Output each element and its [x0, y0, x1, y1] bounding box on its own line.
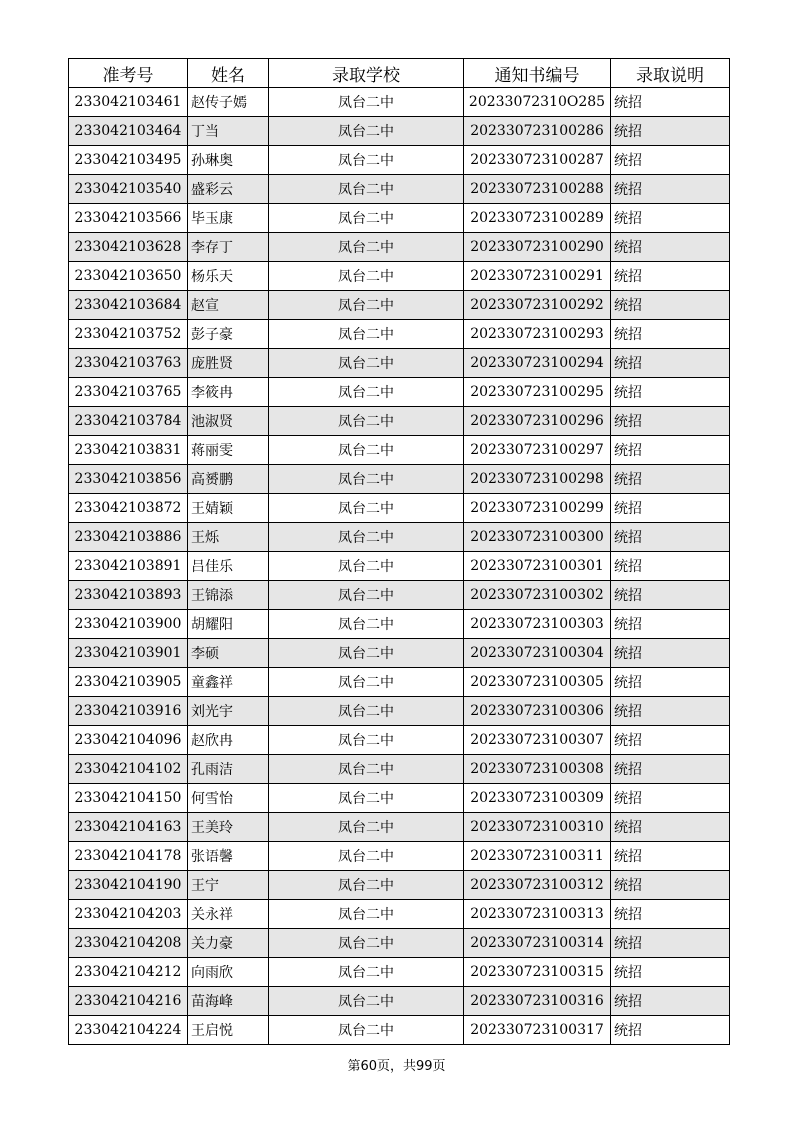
cell-admission-note: 统招: [611, 378, 730, 407]
cell-admission-note: 统招: [611, 726, 730, 755]
cell-name: 胡耀阳: [188, 610, 269, 639]
table-row: [69, 349, 730, 378]
cell-admitted-school: 凤台二中: [269, 494, 464, 523]
cell-admitted-school: 凤台二中: [269, 465, 464, 494]
cell-name: 孙琳奥: [188, 146, 269, 175]
cell-exam-number: 233042103916: [69, 697, 188, 726]
cell-name: 丁当: [188, 117, 269, 146]
cell-exam-number: 233042103752: [69, 320, 188, 349]
cell-exam-number: 233042103650: [69, 262, 188, 291]
cell-exam-number: 233042103784: [69, 407, 188, 436]
cell-exam-number: 233042104216: [69, 987, 188, 1016]
cell-exam-number: 233042103872: [69, 494, 188, 523]
cell-admitted-school: 凤台二中: [269, 755, 464, 784]
cell-notice-number: 202330723100301: [464, 552, 611, 581]
cell-notice-number: 202330723100288: [464, 175, 611, 204]
cell-name: 王锦添: [188, 581, 269, 610]
cell-exam-number: 233042104096: [69, 726, 188, 755]
cell-notice-number: 202330723100313: [464, 900, 611, 929]
cell-notice-number: 202330723100300: [464, 523, 611, 552]
cell-exam-number: 233042104163: [69, 813, 188, 842]
table-row: [69, 958, 730, 987]
cell-notice-number: 202330723100317: [464, 1016, 611, 1045]
table-row: [69, 291, 730, 320]
cell-admitted-school: 凤台二中: [269, 697, 464, 726]
cell-admitted-school: 凤台二中: [269, 987, 464, 1016]
cell-admitted-school: 凤台二中: [269, 117, 464, 146]
table-row: [69, 755, 730, 784]
cell-notice-number: 202330723100299: [464, 494, 611, 523]
admission-table-container: [68, 58, 729, 1045]
table-row: [69, 697, 730, 726]
cell-notice-number: 202330723100315: [464, 958, 611, 987]
cell-name: 高赟鹏: [188, 465, 269, 494]
table-row: [69, 233, 730, 262]
cell-admitted-school: 凤台二中: [269, 407, 464, 436]
header-name: 姓名: [188, 59, 269, 88]
cell-admission-note: 统招: [611, 407, 730, 436]
cell-notice-number: 202330723100307: [464, 726, 611, 755]
cell-exam-number: 233042103901: [69, 639, 188, 668]
table-row: [69, 146, 730, 175]
cell-admission-note: 统招: [611, 175, 730, 204]
cell-notice-number: 202330723100292: [464, 291, 611, 320]
cell-admission-note: 统招: [611, 349, 730, 378]
cell-admission-note: 统招: [611, 233, 730, 262]
page-footer: 第60页，共99页: [347, 1059, 446, 1074]
table-row: [69, 175, 730, 204]
cell-admission-note: 统招: [611, 784, 730, 813]
table-row: [69, 581, 730, 610]
table-row: [69, 1016, 730, 1045]
cell-admission-note: 统招: [611, 291, 730, 320]
cell-exam-number: 233042103900: [69, 610, 188, 639]
cell-name: 毕玉康: [188, 204, 269, 233]
table-row: [69, 552, 730, 581]
table-row: [69, 610, 730, 639]
cell-exam-number: 233042103464: [69, 117, 188, 146]
cell-name: 赵传子嫣: [188, 88, 269, 117]
cell-exam-number: 233042103893: [69, 581, 188, 610]
cell-name: 刘光宇: [188, 697, 269, 726]
cell-admission-note: 统招: [611, 929, 730, 958]
cell-notice-number: 202330723100286: [464, 117, 611, 146]
table-row: [69, 320, 730, 349]
cell-admitted-school: 凤台二中: [269, 146, 464, 175]
cell-admission-note: 统招: [611, 88, 730, 117]
cell-exam-number: 233042103891: [69, 552, 188, 581]
cell-exam-number: 233042103540: [69, 175, 188, 204]
cell-admitted-school: 凤台二中: [269, 291, 464, 320]
table-row: [69, 436, 730, 465]
table-row: [69, 639, 730, 668]
cell-admitted-school: 凤台二中: [269, 320, 464, 349]
cell-admitted-school: 凤台二中: [269, 204, 464, 233]
cell-admission-note: 统招: [611, 117, 730, 146]
cell-admission-note: 统招: [611, 494, 730, 523]
cell-admitted-school: 凤台二中: [269, 813, 464, 842]
cell-admission-note: 统招: [611, 813, 730, 842]
cell-name: 盛彩云: [188, 175, 269, 204]
cell-admission-note: 统招: [611, 146, 730, 175]
cell-notice-number: 20233072310O285: [464, 88, 611, 117]
table-row: [69, 929, 730, 958]
cell-admission-note: 统招: [611, 697, 730, 726]
table-row: [69, 407, 730, 436]
table-row: [69, 117, 730, 146]
cell-admitted-school: 凤台二中: [269, 175, 464, 204]
cell-admitted-school: 凤台二中: [269, 726, 464, 755]
cell-admission-note: 统招: [611, 639, 730, 668]
cell-notice-number: 202330723100308: [464, 755, 611, 784]
cell-notice-number: 202330723100311: [464, 842, 611, 871]
cell-exam-number: 233042104212: [69, 958, 188, 987]
cell-name: 赵欣冉: [188, 726, 269, 755]
cell-admission-note: 统招: [611, 320, 730, 349]
cell-notice-number: 202330723100294: [464, 349, 611, 378]
table-row: [69, 523, 730, 552]
cell-name: 李存丁: [188, 233, 269, 262]
cell-notice-number: 202330723100290: [464, 233, 611, 262]
cell-name: 向雨欣: [188, 958, 269, 987]
cell-name: 王美玲: [188, 813, 269, 842]
table-row: [69, 465, 730, 494]
header-admitted-school: 录取学校: [269, 59, 464, 88]
table-row: [69, 784, 730, 813]
cell-name: 李硕: [188, 639, 269, 668]
cell-name: 苗海峰: [188, 987, 269, 1016]
cell-admitted-school: 凤台二中: [269, 436, 464, 465]
cell-notice-number: 202330723100306: [464, 697, 611, 726]
header-notice-number: 通知书编号: [464, 59, 611, 88]
table-row: [69, 378, 730, 407]
cell-notice-number: 202330723100312: [464, 871, 611, 900]
cell-name: 关力豪: [188, 929, 269, 958]
cell-notice-number: 202330723100298: [464, 465, 611, 494]
cell-admission-note: 统招: [611, 668, 730, 697]
cell-exam-number: 233042104102: [69, 755, 188, 784]
cell-admission-note: 统招: [611, 958, 730, 987]
cell-exam-number: 233042103763: [69, 349, 188, 378]
cell-name: 张语馨: [188, 842, 269, 871]
cell-name: 庞胜贤: [188, 349, 269, 378]
cell-name: 王启悦: [188, 1016, 269, 1045]
cell-name: 王宁: [188, 871, 269, 900]
cell-admission-note: 统招: [611, 610, 730, 639]
cell-exam-number: 233042103765: [69, 378, 188, 407]
cell-notice-number: 202330723100287: [464, 146, 611, 175]
cell-admission-note: 统招: [611, 581, 730, 610]
cell-admitted-school: 凤台二中: [269, 523, 464, 552]
cell-exam-number: 233042103684: [69, 291, 188, 320]
cell-admitted-school: 凤台二中: [269, 1016, 464, 1045]
cell-name: 彭子豪: [188, 320, 269, 349]
cell-name: 池淑贤: [188, 407, 269, 436]
table-row: [69, 668, 730, 697]
cell-admitted-school: 凤台二中: [269, 871, 464, 900]
cell-notice-number: 202330723100304: [464, 639, 611, 668]
header-exam-number: 准考号: [69, 59, 188, 88]
cell-exam-number: 233042104150: [69, 784, 188, 813]
table-row: [69, 987, 730, 1016]
cell-notice-number: 202330723100305: [464, 668, 611, 697]
cell-admitted-school: 凤台二中: [269, 88, 464, 117]
cell-admission-note: 统招: [611, 871, 730, 900]
cell-admitted-school: 凤台二中: [269, 784, 464, 813]
cell-admission-note: 统招: [611, 842, 730, 871]
cell-notice-number: 202330723100296: [464, 407, 611, 436]
cell-exam-number: 233042103566: [69, 204, 188, 233]
cell-notice-number: 202330723100295: [464, 378, 611, 407]
cell-notice-number: 202330723100291: [464, 262, 611, 291]
cell-admitted-school: 凤台二中: [269, 610, 464, 639]
cell-name: 王烁: [188, 523, 269, 552]
cell-exam-number: 233042103831: [69, 436, 188, 465]
cell-admitted-school: 凤台二中: [269, 842, 464, 871]
cell-name: 何雪怡: [188, 784, 269, 813]
cell-admitted-school: 凤台二中: [269, 668, 464, 697]
table-row: [69, 871, 730, 900]
cell-admission-note: 统招: [611, 436, 730, 465]
table-row: [69, 813, 730, 842]
cell-name: 蒋丽雯: [188, 436, 269, 465]
cell-notice-number: 202330723100316: [464, 987, 611, 1016]
cell-admission-note: 统招: [611, 755, 730, 784]
cell-name: 孔雨洁: [188, 755, 269, 784]
cell-notice-number: 202330723100289: [464, 204, 611, 233]
cell-admitted-school: 凤台二中: [269, 233, 464, 262]
cell-exam-number: 233042104208: [69, 929, 188, 958]
cell-admitted-school: 凤台二中: [269, 929, 464, 958]
cell-admitted-school: 凤台二中: [269, 639, 464, 668]
cell-admission-note: 统招: [611, 1016, 730, 1045]
cell-name: 杨乐天: [188, 262, 269, 291]
cell-admitted-school: 凤台二中: [269, 958, 464, 987]
cell-admission-note: 统招: [611, 987, 730, 1016]
cell-name: 赵宣: [188, 291, 269, 320]
cell-name: 关永祥: [188, 900, 269, 929]
cell-notice-number: 202330723100314: [464, 929, 611, 958]
cell-exam-number: 233042103905: [69, 668, 188, 697]
header-admission-note: 录取说明: [611, 59, 730, 88]
cell-notice-number: 202330723100297: [464, 436, 611, 465]
cell-exam-number: 233042103628: [69, 233, 188, 262]
cell-notice-number: 202330723100310: [464, 813, 611, 842]
table-header-row: [69, 59, 730, 88]
cell-name: 童鑫祥: [188, 668, 269, 697]
cell-admission-note: 统招: [611, 900, 730, 929]
admission-table: [68, 58, 730, 1045]
cell-exam-number: 233042104224: [69, 1016, 188, 1045]
table-row: [69, 726, 730, 755]
cell-admission-note: 统招: [611, 523, 730, 552]
cell-notice-number: 202330723100293: [464, 320, 611, 349]
cell-exam-number: 233042103856: [69, 465, 188, 494]
cell-admitted-school: 凤台二中: [269, 552, 464, 581]
cell-name: 王婧颖: [188, 494, 269, 523]
cell-admission-note: 统招: [611, 465, 730, 494]
table-row: [69, 88, 730, 117]
cell-admitted-school: 凤台二中: [269, 349, 464, 378]
cell-admitted-school: 凤台二中: [269, 581, 464, 610]
cell-exam-number: 233042103886: [69, 523, 188, 552]
table-row: [69, 842, 730, 871]
table-row: [69, 494, 730, 523]
cell-admission-note: 统招: [611, 262, 730, 291]
cell-exam-number: 233042103495: [69, 146, 188, 175]
cell-admitted-school: 凤台二中: [269, 378, 464, 407]
cell-name: 吕佳乐: [188, 552, 269, 581]
table-row: [69, 262, 730, 291]
cell-exam-number: 233042103461: [69, 88, 188, 117]
cell-notice-number: 202330723100303: [464, 610, 611, 639]
cell-exam-number: 233042104178: [69, 842, 188, 871]
cell-notice-number: 202330723100302: [464, 581, 611, 610]
cell-exam-number: 233042104190: [69, 871, 188, 900]
table-row: [69, 204, 730, 233]
cell-admitted-school: 凤台二中: [269, 262, 464, 291]
cell-name: 李筱冉: [188, 378, 269, 407]
cell-admitted-school: 凤台二中: [269, 900, 464, 929]
cell-admission-note: 统招: [611, 552, 730, 581]
cell-exam-number: 233042104203: [69, 900, 188, 929]
table-row: [69, 900, 730, 929]
cell-notice-number: 202330723100309: [464, 784, 611, 813]
cell-admission-note: 统招: [611, 204, 730, 233]
